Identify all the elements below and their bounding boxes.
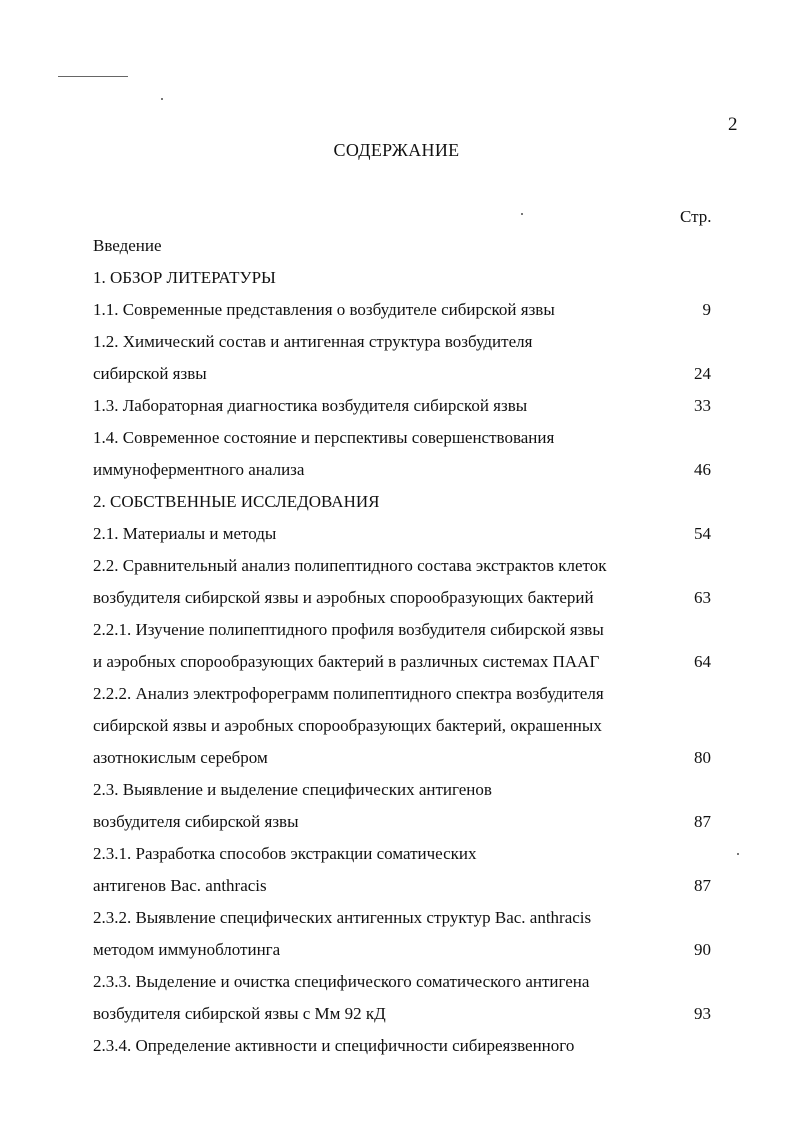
toc-entry-text: азотнокислым серебром — [93, 748, 268, 767]
toc-entry — [93, 262, 733, 294]
toc-entry-text: 1.3. Лабораторная диагностика возбудителя сибирской язвы — [93, 396, 528, 415]
page-number: 2 — [728, 114, 738, 135]
toc-entry-page: 46 — [694, 460, 711, 479]
scan-speck — [737, 853, 739, 855]
toc-entry-text: 2.1. Материалы и методы — [93, 524, 277, 543]
toc-entry — [93, 518, 733, 550]
table-of-contents — [93, 230, 733, 1062]
toc-entry — [93, 678, 733, 710]
toc-entry-text: 2.2.2. Анализ электрофореграмм полипептидного спектра возбудителя — [93, 684, 604, 703]
toc-entry-page: 87 — [694, 812, 711, 831]
toc-entry-page: 87 — [694, 876, 711, 895]
toc-entry-text: сибирской язвы и аэробных спорообразующих бактерий, окрашенных — [93, 716, 602, 735]
toc-entry-text: возбудителя сибирской язвы и аэробных спорообразующих бактерий — [93, 588, 594, 607]
scan-speck — [161, 98, 163, 100]
scan-artifact — [58, 76, 128, 77]
toc-entry — [93, 870, 733, 902]
toc-entry — [93, 486, 733, 518]
toc-entry — [93, 646, 733, 678]
toc-entry-text: 2.2.1. Изучение полипептидного профиля возбудителя сибирской язвы — [93, 620, 604, 639]
toc-entry-text: 2.3. Выявление и выделение специфических антигенов — [93, 780, 492, 799]
toc-entry-text: сибирской язвы — [93, 364, 207, 383]
toc-entry-text: иммуноферментного анализа — [93, 460, 305, 479]
toc-entry — [93, 550, 733, 582]
toc-entry — [93, 454, 733, 486]
toc-entry-text: 2. СОБСТВЕННЫЕ ИССЛЕДОВАНИЯ — [93, 492, 380, 511]
toc-entry-page: 64 — [694, 652, 711, 671]
toc-entry-text: антигенов Bac. anthracis — [93, 876, 267, 895]
page-column-header: Стр. — [680, 207, 712, 226]
toc-entry-text: и аэробных спорообразующих бактерий в различных системах ПААГ — [93, 652, 600, 671]
toc-entry-page: 9 — [702, 300, 711, 319]
toc-entry-text: возбудителя сибирской язвы — [93, 812, 299, 831]
page-title: СОДЕРЖАНИЕ — [333, 140, 460, 160]
toc-entry — [93, 902, 733, 934]
toc-entry-text: 2.3.3. Выделение и очистка специфического соматического антигена — [93, 972, 590, 991]
toc-entry-text: 1.2. Химический состав и антигенная структура возбудителя — [93, 332, 533, 351]
toc-entry-text: 1.1. Современные представления о возбудителе сибирской язвы — [93, 300, 555, 319]
toc-entry — [93, 390, 733, 422]
toc-entry-page: 63 — [694, 588, 711, 607]
toc-entry-text: 2.3.2. Выявление специфических антигенных структур Bac. anthracis — [93, 908, 592, 927]
toc-entry-page: 24 — [694, 364, 711, 383]
toc-entry — [93, 806, 733, 838]
toc-entry-text: возбудителя сибирской язвы с Мм 92 кД — [93, 1004, 386, 1023]
toc-entry — [93, 358, 733, 390]
toc-entry — [93, 966, 733, 998]
toc-entry — [93, 998, 733, 1030]
toc-entry-page: 90 — [694, 940, 711, 959]
toc-entry — [93, 742, 733, 774]
toc-entry — [93, 1030, 733, 1062]
toc-entry-text: 1.4. Современное состояние и перспективы совершенствования — [93, 428, 555, 447]
toc-entry — [93, 326, 733, 358]
toc-entry — [93, 934, 733, 966]
toc-entry — [93, 774, 733, 806]
toc-entry-page: 54 — [694, 524, 711, 543]
toc-entry-text: 2.2. Сравнительный анализ полипептидного состава экстрактов клеток — [93, 556, 607, 575]
toc-entry-page: 80 — [694, 748, 711, 767]
toc-entry — [93, 710, 733, 742]
toc-entry — [93, 838, 733, 870]
toc-entry-text: 2.3.4. Определение активности и специфичности сибиреязвенного — [93, 1036, 575, 1055]
scan-speck — [521, 213, 523, 215]
toc-entry — [93, 582, 733, 614]
toc-entry-text: 2.3.1. Разработка способов экстракции соматических — [93, 844, 477, 863]
toc-entry-page: 93 — [694, 1004, 711, 1023]
toc-entry — [93, 422, 733, 454]
toc-entry — [93, 294, 733, 326]
toc-entry-text: 1. ОБЗОР ЛИТЕРАТУРЫ — [93, 268, 276, 287]
toc-entry-text: методом иммуноблотинга — [93, 940, 281, 959]
toc-entry-text: Введение — [93, 236, 162, 255]
toc-entry — [93, 230, 733, 262]
toc-entry — [93, 614, 733, 646]
toc-entry-page: 33 — [694, 396, 711, 415]
